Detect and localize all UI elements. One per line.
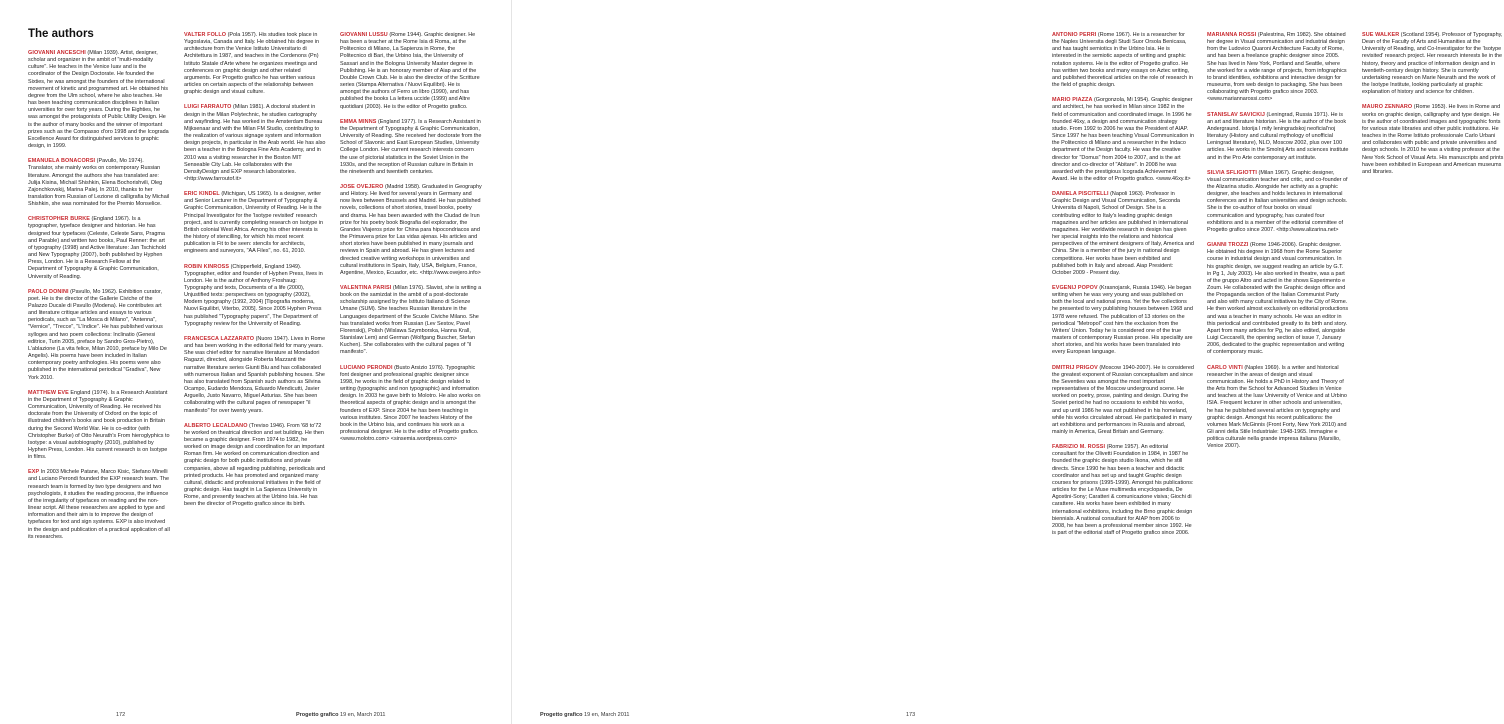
author-bio: (Nuoro 1947). Lives in Rome and has been working in the editorial field for many years. She was chief editor for narrative literature at Mondadori Ragazzi, directed, alongside Roberta Mazzanti the narrative literature series Giunti Blu and has collaborated with numerous Italian and Spanish publishing houses. She has also translated from Spanish such authors as Silvina Ocampo, Eudardo Mendoza, Eduardo Mendicutti, Javier Arguello, Justo Navarro, Miguel Asturias. She has been collaborating with the cultural pages of newspaper "il manifesto" for over twenty years. xyxy=(184,335,326,414)
author-entry xyxy=(1207,112,1349,162)
author-entry xyxy=(1207,365,1349,451)
magazine-title: Progetto grafico xyxy=(540,712,583,718)
author-bio: (Milan 1967). Graphic designer, visual communication teacher and critic, and co-founder of the Alizarina studio. Alongside her activity as a graphic designer, she teaches and holds lectures in international conferences and in Italian universities and design schools. She is the co-author of four books on visual communication and typography, has curated four exhibitions and is a member of the editorial committee of Progetto grafico since 2007. <http://www.alizarina.net> xyxy=(1207,169,1348,233)
author-name: EVGENIJ POPOV xyxy=(1052,285,1098,291)
author-bio: In 2003 Michele Patane, Marco Kisic, Stefano Minelli and Luciano Perondi founded the EXP research team. The research team is formed by two type designers and two psychologists, it studies the reading process, the influence of the irregularity of typefaces on reading and the non-linear script. All these researches are applied to type and information and their aim is to improve the design of typefaces for text and sign systems. EXP is also involved in the design and publication of a practical application of all its researches. xyxy=(28,469,170,540)
author-entry xyxy=(1207,170,1349,234)
author-bio: (England 1967). Is a typographer, typeface designer and historian. He has designed four typefaces (Celeste, Celeste Sans, Pragma and Parable) and written two books, Paul Renner: the art of typography (1998) and Active literature: Jan Tschichold and New Typography (2007), both published by Hyphen Press, London. He is a Research Fellow at the Department of Typography & Graphic Communication, University of Reading. xyxy=(28,216,167,280)
author-entry xyxy=(1052,285,1194,357)
author-name: MAURO ZENNARO xyxy=(1362,104,1413,111)
author-entry xyxy=(340,32,482,111)
author-name: LUCIANO PERONDI xyxy=(340,364,393,371)
issue-date: en, March 2011 xyxy=(591,712,630,718)
author-bio: (Milan 1981). A doctoral student in design in the Milan Polytechnic, he studies cartography and wayfinding. He has worked in the Amsterdam Bureau Mijksenaar and with the Milan FM Studio, contributing to the realization of various signage system and information design projects, in particular in the Arab world. He has also been a teacher in the Bologna Fine Arts Academy, and in 2010 was a visiting researcher in the Boston MIT Senseable City Lab. He collaborates with the DensityDesign and EXP research laboratories. <http://www.farroutof.it> xyxy=(184,104,326,182)
author-name: SUE WALKER xyxy=(1362,32,1400,38)
author-bio: (Palestrina, Rm 1982). She obtained her degree in Visual communication and industrial design from the Ludovico Quaroni Architecture Faculty of Rome, and has been a freelance graphic designer since 2005. She has lived in New York, Portland and Seattle, where she worked for a wide range of projects, from infographics to brand identities, exhibitions and interactive design for museums, from web design to packaging. She has been collaborating with Progetto grafico since 2003. <www.mariannarossi.com> xyxy=(1207,32,1347,103)
author-bio: (Michigan, US 1965). Is a designer, writer and Senior Lecturer in the Department of Typography & Graphic Communication, University of Reading. He is the Principal Investigator for the 'Isotype revisited' research project, and is currently completing research on Isotype in British colonial West Africa. Among his other interests is the history of stencilling, for which his most recent publication is Fit to be seen: stencils for architects, engineers and surveyors, "AA Files", no. 61, 2010. xyxy=(184,191,324,255)
author-entry xyxy=(340,184,482,277)
author-entry xyxy=(1207,32,1349,104)
author-bio: (Chipperfield, England 1949). Typographer, editor and founder of Hyphen Press, lives in London. He is the author of Anthony Froshaug: Typography and texts, Documents of a life (2000), Unjustified texts: perspectives on typography (2002), Modern typography (1992, 2004) [Tipografia moderna, Nuovi Equilibri, Viterbo, 2005]. Since 2005 Hyphen Press has published "Typography papers", The Department of Typography review for the University of Reading. xyxy=(184,263,323,327)
page-number-right: 173 xyxy=(906,712,916,718)
author-bio: (Pola 1957). His studies took place in Yugoslavia, Canada and Italy. He obtained his degree in architecture from the Venice Istituto Universitario di Architettura in 1987, and teaches in the Cordenons (Pn) Istituto Statale d'Arte where he organizes meetings and conferences on graphic design and other related arguments. For Progetto grafico he has written various articles on certain aspects of the relationship between graphic design and visual culture. xyxy=(184,32,320,96)
author-name: CHRISTOPHER BURKE xyxy=(28,216,91,223)
running-footer-left xyxy=(296,712,385,719)
author-name: LUIGI FARRAUTO xyxy=(184,104,232,111)
column-6 xyxy=(1362,32,1504,677)
author-name: DMITRIJ PRIGOV xyxy=(1052,364,1098,371)
author-entry xyxy=(184,191,326,255)
author-name: EMMA MINNS xyxy=(340,118,377,125)
author-entry xyxy=(1052,97,1194,183)
author-bio: England (1974). Is a Research Assistant in the Department of Typography & Graphic Communication, University of Reading. He received his doctorate from the University of Oxford on the topic of illustrated children's books and book production in Britain during the Second World War. He is co-editor (with Christopher Burke) of Otto Neurath's From hieroglyphics to Isotype: a visual autobiography (2010), published by Hyphen Press, London. His current research is on Isotype in films. xyxy=(28,389,170,461)
author-entry xyxy=(340,285,482,357)
author-entry xyxy=(28,158,170,208)
author-name: DANIELA PISCITELLI xyxy=(1052,191,1109,198)
author-name: ERIC KINDEL xyxy=(184,191,220,198)
author-name: FABRIZIO M. ROSSI xyxy=(1052,444,1106,451)
author-name: EMANUELA BONACORSI xyxy=(28,158,96,165)
author-name: MARIANNA ROSSI xyxy=(1207,32,1257,38)
author-name: JOSE OVEJERO xyxy=(340,183,384,190)
author-entry xyxy=(1362,32,1504,96)
author-entry xyxy=(340,365,482,444)
author-entry xyxy=(28,216,170,280)
author-bio: (Moscow 1940-2007). He is considered the greatest exponent of Russian conceptualism and since the Seventies was amongst the most important representatives of the Moscow underground scene. He worked on poetry, prose, painting and design. During the Soviet period he had no occasions to exhibit his works, and up until 1986 he was not published in his homeland, while his works circulated abroad. He participated in many art exhibitions and performances in Russia and abroad, mainly in America, Great Britain and Germany. xyxy=(1052,364,1194,435)
column-3 xyxy=(340,32,482,677)
author-entry xyxy=(1052,191,1194,277)
author-bio: (Naples 1969). Is a writer and historical researcher in the areas of design and visual communication. He holds a PhD in History and Theory of the Arts from the School for Advanced Studies in Venice and teaches at the Iuav University of Venice and at Urbino ISIA. Frequent lecturer in other schools and universities, he has he published several articles on typography and graphic design. Amongst his recent publications: the volumes Mark McGinnis (Front Forty, New York 2010) and Gli anni della Stile Industriale: 1948-1965. Immagine e politica culturale nella grande impresa italiana (Marsilio, Venice 2007). xyxy=(1207,364,1347,450)
author-name: MARIO PIAZZA xyxy=(1052,97,1093,104)
author-entry xyxy=(1207,242,1349,357)
author-bio: (Milan 1976). Slavist, she is writing a book on the samizdat in the ambit of a post-doctorate scholarship assigned by the Istituto Italiano di Scienze Umane (SUM). She teaches Russian literature in the Languages department of the Scuole Civiche Milano. She has translated works from Russian (Lev Sestov, Pavel Florenskij), Polish (Wislawa Szymborska, Hanna Krall, Stanislaw Lem) and German (Wolfgang Buscher, Stefan Kuchen). She collaborates with the cultural pages of "il manifesto". xyxy=(340,285,482,356)
author-name: ALBERTO LECALDANO xyxy=(184,422,248,429)
section-title: The authors xyxy=(28,28,94,40)
author-bio: (Rome 1944). Graphic designer. He has been a teacher at the Rome Isia di Roma, at the Politecnico di Milano, La Sapienza in Rome, the Politecnico di Bari, the Urbino Isia, the University of Sassari and in the Bologna University Master degree in Publishing. He is an honorary member of Aiap and of the Double Crown Club. He is also the director of the Scritture series (Stampa Alternativa / Nuovi Equilibri). He is amongst the authors of Ferro un libro (1990), and has published the books La lettera uccide (1999) and Altre quotidiani (2003). He is the editor of Progetto grafico. xyxy=(340,32,480,110)
author-entry xyxy=(28,469,170,541)
author-name: GIOVANNI ANCESCHI xyxy=(28,50,86,56)
page-number-left: 172 xyxy=(116,712,126,718)
author-name: EXP xyxy=(28,469,40,476)
author-bio: (Napoli 1963). Professor in Graphic Design and Visual Communication, Seconda Universita di Napoli, School of Design. She is a contributing editor to Italy's leading graphic design magazines and her articles are published in international magazines. Her worldwide research in design has given her special insights into the relations and historical perspectives of the eminent designers of Italy, America and China. She is a member of the jury in national design competitions. Her works have been exhibited and published both in Italy and abroad. Aiap President: October 2009 - Present day. xyxy=(1052,191,1194,276)
author-entry xyxy=(28,289,170,382)
author-bio: (Krasnojarsk, Russia 1946). He began writing when he was very young and was published on both the local and national press. Yet the five collections he presented to very publishing houses between 1968 and 1978 were refused. The publication of 13 stories on the periodical "Metropol" cost him the exclusion from the Writers' Union. Today he is considered one of the true masters of contemporary Russian prose. His speciality are short stories, and his works have been translated into every European language. xyxy=(1052,285,1193,356)
author-bio: (Rome 1967). He is a researcher for the Naples Universita degli Studi Suor Orsola Benicasa, and has taught semiotics in the Urbino Isia. He is interested in the semiotic aspects of writing and graphic notation systems. He is the editor of Progetto grafico. He has written two books and many essays on Aztec writing, and published theoretical articles on the role of research in the field of graphic design. xyxy=(1052,32,1193,89)
author-name: ANTONIO PERRI xyxy=(1052,32,1097,38)
author-name: GIANNI TROZZI xyxy=(1207,242,1249,249)
author-bio: (Madrid 1958). Graduated in Geography and History. He lived for several years in Germany and now lives between Brussels and Madrid. He has published novels, collections of short stories, travel books, poetry and drama. He has been awarded with the Ciudad de Irun prize for his poetry book Biografia del explorador, the Grandes Viajeros prize for China para hipocondriacos and the Primavera prize for Las vidas ajenas. His articles and short stories have been published in many journals and reviews in Spain and abroad. He has given lectures and directed creative writing workshops in universities and cultural institutions in Spain, Italy, USA, Belgium, France, Argentine, Mexico, Ecuador, etc. <http://www.ovejero.info> xyxy=(340,183,482,276)
author-name: GIOVANNI LUSSU xyxy=(340,32,388,38)
author-entry xyxy=(1052,365,1194,437)
author-bio: (Rome 1953). He lives in Rome and works on graphic design, calligraphy and type design. He is the author of coordinated images and typographic fonts for various state libraries and other public institutions. He teaches in the Rome Istituto professionale Carlo Urbani and collaborates with public and private universities and design schools. In 2010 he was a visiting professor at the New York School of Visual Arts. His manuscripts and prints have been exhibited in European and American museums and libraries. xyxy=(1362,104,1504,175)
magazine-title: Progetto grafico xyxy=(296,712,339,718)
author-entry xyxy=(28,50,170,150)
author-name: SILVIA SFLIGIOTTI xyxy=(1207,169,1258,176)
author-entry xyxy=(184,32,326,96)
author-bio: (Rome 1946-2006). Graphic designer. He obtained his degree in 1968 from the Rome Superior course in industrial design and visual communication. In his graphic design, we suggest reading an article by G.T. in Pg 1, July 2003). He also worked in theatre, was a part of the gruppo Altro and acted in the shows Esperimento e Zoum. He collaborated with the Graphic design office and the Propaganda section of the Italian Communist Party and also with many cultural initiatives by the City of Rome. He then worked almost exclusively on editorial productions and was a teacher in many schools. He was an editor in this periodical and contributed greatly to its birth and story. Apart from many articles for Pg, he also edited, alongside Luigi Ceccarelli, the opening section of issue 7, January 2006, dedicated to the graphic representation and writing of contemporary music. xyxy=(1207,242,1349,356)
author-name: FRANCESCA LAZZARATO xyxy=(184,335,255,342)
running-footer-right xyxy=(540,712,629,719)
author-entry xyxy=(184,104,326,183)
author-bio: (Rome 1957). An editorial consultant for the Olivetti Foundation in 1984, in 1987 he founded the graphic design studio Ikona, which he still directs. Since 1990 he has been a teacher and didactic coordinator and has set up and taught Graphic design courses for prisons (1995-1999). Amongst his publications: articles for the Le Muse multimedia encyclopaedia, De Agostini-Sony; Caratteri & comunicazione visiva; Giochi di carattere. His works have been exhibited in many international exhibitions, including the Brno graphic design biennials. A national consultant for AIAP from 2006 to 2008, he has been a professional member since 1992. He is part of the editorial staff of Progetto grafico since 2006. xyxy=(1052,444,1194,536)
author-bio: (Leningrad, Russia 1971). He is an art and literature historian. He is the author of the book Andergraund. Istorija I mify leningradskoj neoficial'noj literatury (History and cultural mythology of unofficial Leningrad literature), NLO, Moscow 2002, plus over 100 articles. He works in the Smolnij Arts and sciences institute and in the Pro Arte contemporary art institute. xyxy=(1207,111,1349,161)
author-bio: (Scotland 1954). Professor of Typography, Dean of the Faculty of Arts and Humanities at the University of Reading, and Co-Investigator for the 'Isotype revisited' research project. Her research interests lie in the history, theory and practice of information design and in twentieth-century design history. She is currently undertaking research on Marie Neurath and the work of the Isotype Institute, looking particularly at graphic explanation of history and science for children. xyxy=(1362,32,1503,96)
author-entry xyxy=(1052,32,1194,89)
author-entry xyxy=(1362,104,1504,176)
column-1 xyxy=(28,28,170,677)
author-name: VALTER FOLLO xyxy=(184,32,227,38)
author-bio: (Pavullo, Mo 1974). Translator, she mainly works on contemporary Russian literature. Amongst the authors she has translated are: Julija Kisina, Michail Shishkin, Elena Bochorishvili, Oleg Zajonchkovskij, Marina Palej. In 2010, thanks to her translation from Russian of Lezione di calligrafia by Michail Shishkin, she was nominated for the Premio Monselice. xyxy=(28,158,170,208)
issue-number: 19 xyxy=(338,712,348,718)
author-name: MATTHEW EVE xyxy=(28,389,69,396)
author-name: CARLO VINTI xyxy=(1207,364,1243,371)
right-page xyxy=(512,0,1504,724)
left-page xyxy=(0,0,512,724)
author-name: VALENTINA PARISI xyxy=(340,285,392,291)
column-5 xyxy=(1207,32,1349,677)
author-entry xyxy=(184,336,326,415)
author-name: STANISLAV SAVICKIJ xyxy=(1207,111,1265,118)
author-name: PAOLO DONINI xyxy=(28,288,69,295)
author-entry xyxy=(340,119,482,176)
column-4 xyxy=(1052,32,1194,677)
column-2 xyxy=(184,32,326,677)
author-bio: (England 1977). Is a Research Assistant in the Department of Typography & Graphic Communication, University of Reading. She received her doctorate from the School of Slavonic and East European Studies, University College London. Her current research interests concern the use of pictorial statistics in the Soviet Union in the 1930s, and the reception of Russian culture in Britain in the nineteenth and twentieth centuries. xyxy=(340,118,482,175)
author-entry xyxy=(184,423,326,509)
issue-number: 19 xyxy=(582,712,592,718)
author-bio: (Treviso 1946). From '68 to'72 he worked on theatrical direction and set building. He then became a graphic designer. From 1974 to 1982, he worked on image design and coordination for an important Roman firm. He worked on communication direction and graphic design for both public institutions and private companies, above all regarding publishing, periodicals and printed products. He has promoted and organized many cultural, didactic and professional initiatives in the field of graphic design. Has taught in La Sapienza University in Rome, and presently teaches at the Urbino Isia. He has been the director of Progetto grafico since its birth. xyxy=(184,422,326,508)
author-bio: (Pavullo, Mo 1962). Exhibition curator, poet. He is the director of the Gallerie Civiche of the Palazzo Ducale di Pavullo (Modena). He contributes art and literature critique articles and essays to various periodicals, such as "La Mosca di Milano", "Antenna", "Vernice", "Trecce", "L'Indice". He has published various sylloges and two poem collections: Inclinatio (Genesi editrice, Turin 2005, preface by Sandro Gros-Pietro), L'ablazione (La vita felice, Milan 2010, preface by Milo De Angelis). His poems have been included in Italian contemporary poetry anthologies. His poems were also published in the international periodical "Gradiva", New York 2010. xyxy=(28,288,167,381)
author-entry xyxy=(184,264,326,328)
issue-date: en, March 2011 xyxy=(347,712,386,718)
author-name: ROBIN KINROSS xyxy=(184,263,230,270)
author-entry xyxy=(1052,444,1194,537)
author-bio: (Milan 1939). Artist, designer, scholar and organizer in the ambit of "multi-modality culture". He teaches in the Venice Iuav and is the coordinator of the Design Doctorate. He founded the Sixties, he was amongst the founders of the international movement of kinetic and programmed art. He obtained his degree from the Ulm school, where he also teaches. He has been teaching communication disciplines in Italian universities for over forty years. During the Eighties, he was amongst the protagonists of Public Utility Design. He is the author of many books and the winner of important prizes such as the Compasso d'oro 1998 and the Icograda Excellence Award for distinguished services to graphic design, in 1999. xyxy=(28,50,169,150)
author-bio: (Gorgonzola, Mi 1954). Graphic designer and architect, he has worked in Milan since 1982 in the field of communication and coordinated image. In 1996 he founded 46xy, a design and communication strategy studio. From 1992 to 2006 he was the President of AIAP. Since 1997 he has been teaching Visual Communication in the Politecnico di Milano and a researcher in the Indaco department of the Design faculty. He was the creative director for "Domus" from 2004 to 2007, and is the art director and co-director of "Abitare". In 2008 he was awarded with the prestigious Icograda Achievement Award. He is the editor of Progetto grafico. <www.46xy.it> xyxy=(1052,97,1194,182)
author-bio: (Busto Arsizio 1976). Typographic font designer and professional graphic designer since 1998, he works in the field of graphic design related to writing (typographic and non typographic) and information design. In 2003 he gave birth to Molotro. He also works on theoretical aspects of graphic design and is amongst the founders of EXP. Since 2004 he has been teaching in various institutes. Since 2007 he teaches History of the book in the Urbino Isia, and continues his work as a professional designer. He is the editor of Progetto grafico. <www.molotro.com> <sinsemia.wordpress.com> xyxy=(340,364,481,443)
author-entry xyxy=(28,390,170,462)
